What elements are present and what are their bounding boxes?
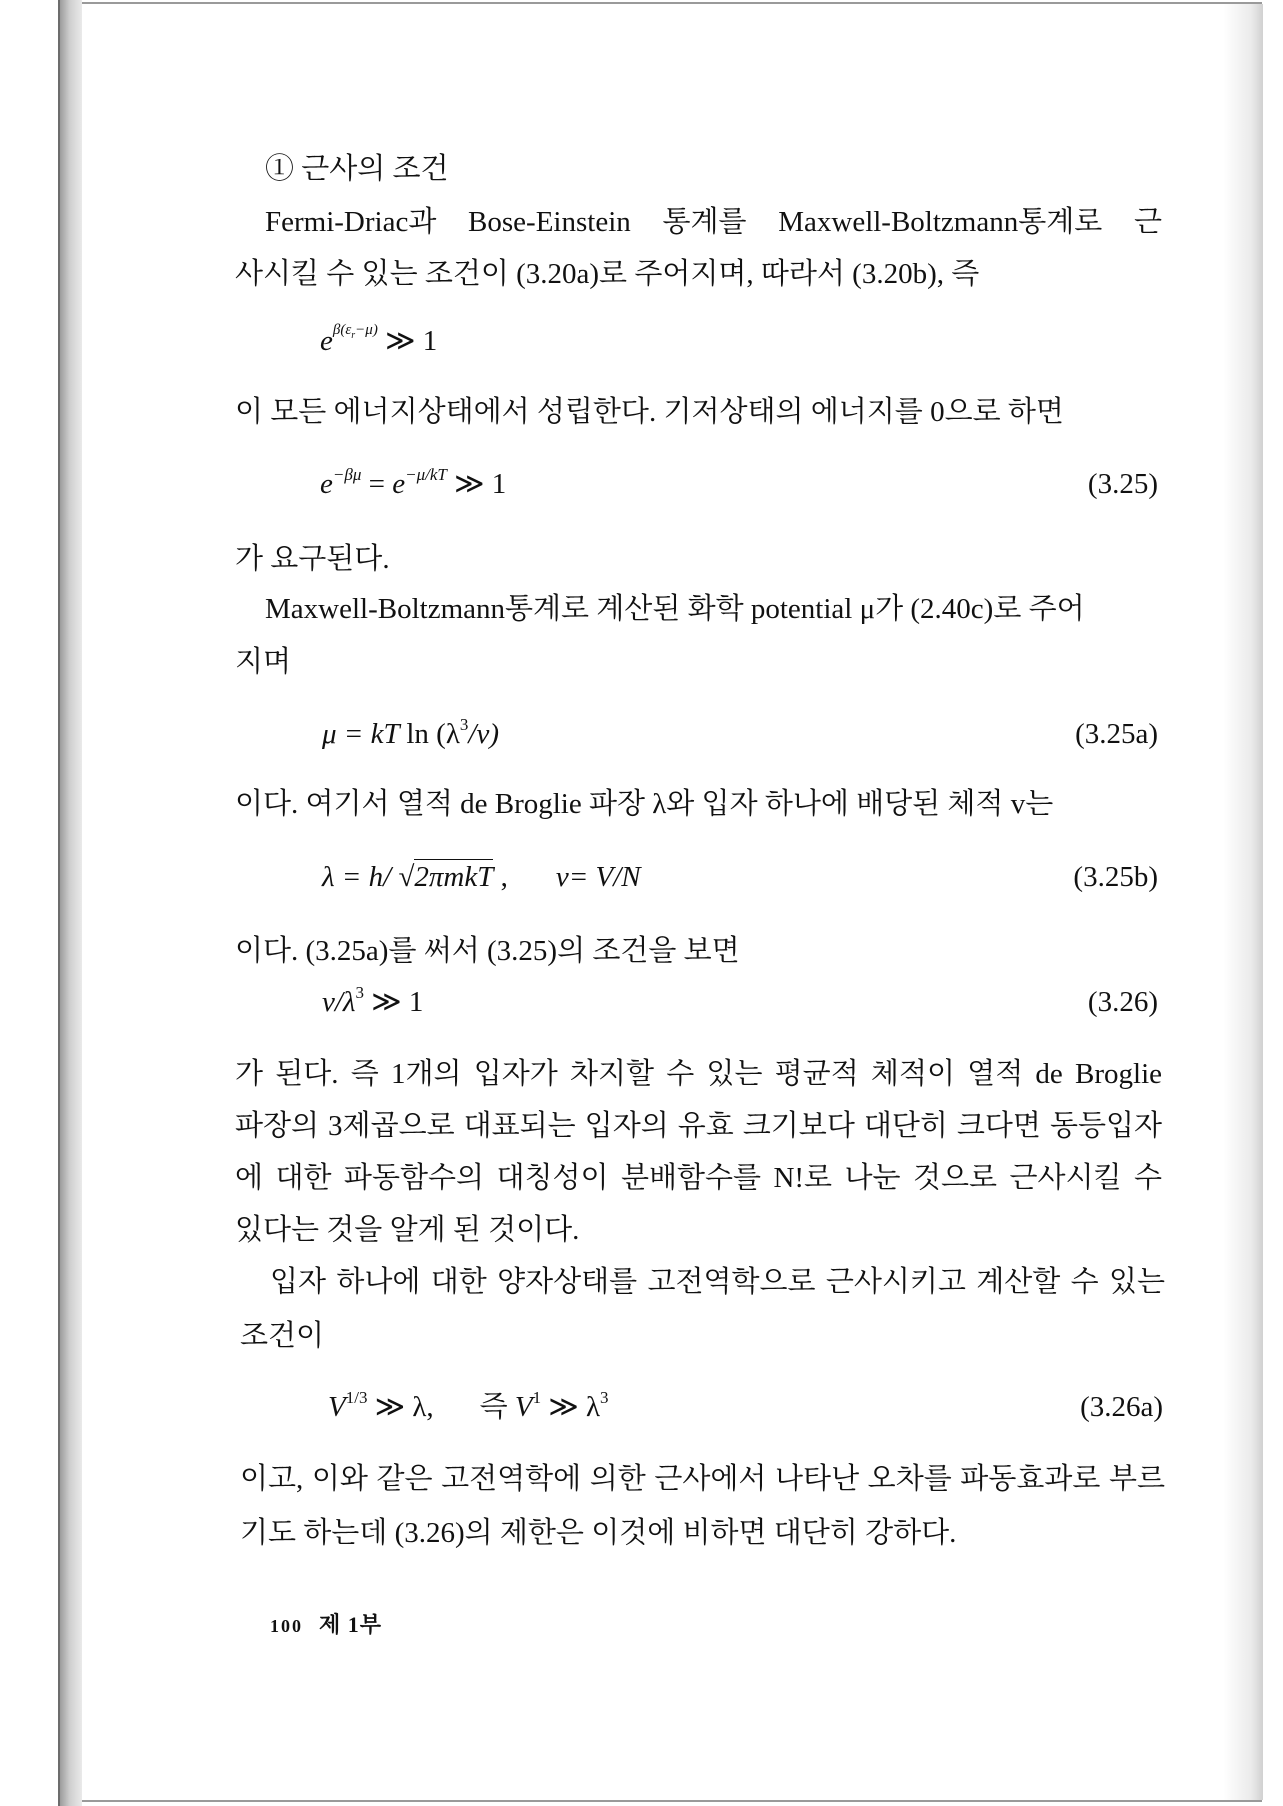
paragraph-6-line-1: 이다. (3.25a)를 써서 (3.25)의 조건을 보면	[235, 935, 740, 967]
eq5-end: ≫ λ	[541, 1391, 601, 1423]
eq3-radicand: 2πmkT	[414, 861, 494, 893]
eq5-pow2: 1	[532, 1388, 542, 1407]
paragraph-7-line-4: 있다는 것을 알게 된 것이다.	[235, 1214, 580, 1246]
paragraph-3-line-1: 가 요구된다.	[235, 543, 390, 575]
page-right-shadow	[1223, 4, 1263, 1800]
eq1-b: e	[392, 468, 406, 500]
eq0-exp: β(ε	[332, 322, 352, 338]
paragraph-5-line-1: 이다. 여기서 열적 de Broglie 파장 λ와 입자 하나에 배당된 체적 v는	[235, 788, 1054, 820]
eq5-mid: ≫ λ,	[367, 1391, 434, 1423]
paragraph-9-line-2: 기도 하는데 (3.26)의 제한은 이것에 비하면 대단히 강하다.	[240, 1517, 957, 1549]
eq3-rhs: v= V/N	[555, 861, 641, 893]
equation-number-3-25b: (3.25b)	[1073, 861, 1158, 893]
eq2-ln: ln	[406, 718, 429, 750]
eq4-pow: 3	[355, 983, 364, 1002]
equation-3-26	[322, 983, 423, 1021]
eq5-pow3: 3	[600, 1388, 609, 1407]
eq5-korean: 즉	[479, 1391, 508, 1423]
page-footer	[270, 1608, 382, 1639]
eq3-lhs: λ = h/	[322, 861, 399, 893]
paragraph-1-line-2: 사시킬 수 있는 조건이 (3.20a)로 주어지며, 따라서 (3.20b), 즉	[235, 258, 980, 290]
paragraph-2-line-1: 이 모든 에너지상태에서 성립한다. 기저상태의 에너지를 0으로 하면	[235, 396, 1064, 428]
eq4-rhs: ≫ 1	[364, 986, 424, 1018]
eq1-b-exp: −μ/kT	[405, 465, 447, 484]
part-label: 제 1부	[319, 1612, 383, 1637]
eq2-open: (λ	[428, 718, 460, 750]
paragraph-1-line-1: Fermi-Driac과 Bose-Einstein 통계를 Maxwell-Boltzmann통계로 근	[265, 206, 1162, 238]
equation-number-3-25: (3.25)	[1087, 468, 1158, 500]
paragraph-8-line-2: 조건이	[240, 1320, 325, 1352]
equation-3-25	[320, 465, 506, 503]
eq2-pow: 3	[459, 715, 469, 734]
section-heading: ① 근사의 조건	[265, 153, 449, 185]
eq1-rhs: ≫ 1	[446, 468, 507, 500]
eq3-comma: ,	[493, 861, 508, 893]
eq1-eq: =	[361, 468, 393, 500]
equation-number-3-25a: (3.25a)	[1075, 718, 1158, 750]
paragraph-8-line-1: 입자 하나에 대한 양자상태를 고전역학으로 근사시키고 계산할 수 있는	[270, 1266, 1165, 1298]
eq5-v2: V	[507, 1391, 533, 1423]
page-number: 100	[270, 1616, 303, 1636]
paragraph-4-line-2: 지며	[235, 646, 292, 678]
paragraph-9-line-1: 이고, 이와 같은 고전역학에 의한 근사에서 나타난 오차를 파동효과로 부르	[240, 1463, 1165, 1495]
eq5-lhs: V	[328, 1391, 346, 1423]
paragraph-4-line-1: Maxwell-Boltzmann통계로 계산된 화학 potential μ가 (2.40c)로 주어	[265, 593, 1085, 625]
equation-number-3-26: (3.26)	[1087, 986, 1158, 1018]
paragraph-7-line-2: 파장의 3제곱으로 대표되는 입자의 유효 크기보다 대단히 크다면 동등입자	[235, 1110, 1162, 1142]
equation-3-25a	[322, 715, 499, 753]
paragraph-7-line-1: 가 된다. 즉 1개의 입자가 차지할 수 있는 평균적 체적이 열적 de Broglie	[235, 1058, 1162, 1090]
equation-3-26a	[328, 1388, 609, 1426]
eq0-rhs: ≫ 1	[377, 325, 438, 357]
eq2-lhs: μ = kT	[322, 718, 407, 750]
eq2-close: /v)	[468, 718, 499, 750]
eq1-a-exp: −βμ	[332, 465, 362, 484]
eq0-exp-tail: −μ)	[355, 322, 378, 338]
eq0-exp-sub: r	[351, 330, 356, 341]
equation-3-25b	[322, 858, 641, 896]
eq4-lhs: v/λ	[322, 986, 356, 1018]
eq5-pow: 1/3	[345, 1388, 368, 1407]
book-spine-edge	[60, 0, 82, 1806]
equation-number-3-26a: (3.26a)	[1080, 1391, 1163, 1423]
paragraph-7-line-3: 에 대한 파동함수의 대칭성이 분배함수를 N!로 나눈 것으로 근사시킬 수	[235, 1162, 1162, 1194]
eq3-radical: √	[398, 861, 415, 893]
eq1-a: e	[320, 468, 333, 500]
equation-condition	[320, 322, 437, 360]
eq0-base: e	[320, 325, 333, 357]
